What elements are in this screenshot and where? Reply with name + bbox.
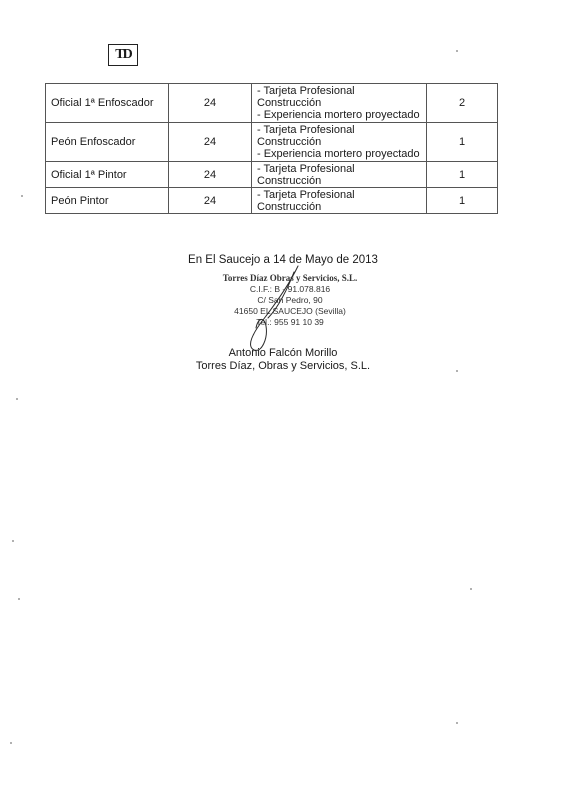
position-cell: Peón Pintor <box>46 188 169 214</box>
scan-speck <box>470 588 472 590</box>
count-cell: 1 <box>427 123 498 162</box>
hours-cell: 24 <box>169 188 252 214</box>
table-row <box>46 188 498 214</box>
table-row <box>46 162 498 188</box>
hours-cell: 24 <box>169 123 252 162</box>
position-cell: Peón Enfoscador <box>46 123 169 162</box>
scan-speck <box>16 398 18 400</box>
requirements-cell <box>252 123 427 162</box>
requirement-line: Construcción <box>257 200 322 213</box>
company-logo: TD <box>108 44 138 66</box>
hours-cell: 24 <box>169 162 252 188</box>
job-requirements-table <box>45 83 498 214</box>
position-cell: Oficial 1ª Pintor <box>46 162 169 188</box>
scan-speck <box>456 370 458 372</box>
requirement-line: Construcción <box>257 97 322 109</box>
signer-block <box>0 347 566 373</box>
count-cell: 2 <box>427 84 498 123</box>
count-cell: 1 <box>427 162 498 188</box>
requirements-cell <box>252 84 427 123</box>
requirements-cell <box>252 188 427 214</box>
stamp-address: C/ San Pedro, 90 <box>257 295 323 305</box>
place-and-date: En El Saucejo a 14 de Mayo de 2013 <box>188 254 378 266</box>
count-cell: 1 <box>427 188 498 214</box>
scan-speck <box>456 50 458 52</box>
stamp-phone: Tel.: 955 91 10 39 <box>256 317 324 327</box>
requirement-line: - Experiencia mortero proyectado <box>257 148 420 160</box>
requirement-line: - Tarjeta Profesional <box>257 162 355 175</box>
handwritten-signature <box>228 258 328 358</box>
scan-speck <box>18 598 20 600</box>
scan-speck <box>456 722 458 724</box>
signer-name: Antonio Falcón Morillo <box>228 347 338 359</box>
requirement-line: - Tarjeta Profesional <box>257 188 355 201</box>
requirement-line: - Tarjeta Profesional <box>257 124 355 136</box>
requirement-line: - Experiencia mortero proyectado <box>257 109 420 121</box>
hours-cell: 24 <box>169 84 252 123</box>
requirement-line: Construcción <box>257 174 322 187</box>
scan-speck <box>12 540 14 542</box>
signer-company: Torres Díaz, Obras y Servicios, S.L. <box>195 360 371 372</box>
stamp-city: 41650 EL SAUCEJO (Sevilla) <box>234 306 346 316</box>
scan-speck <box>10 742 12 744</box>
requirement-line: Construcción <box>257 136 322 148</box>
table-row <box>46 123 498 162</box>
stamp-company: Torres Díaz Obras y Servicios, S.L. <box>222 273 358 283</box>
scan-speck <box>21 195 23 197</box>
requirement-line: - Tarjeta Profesional <box>257 85 355 97</box>
stamp-cif: C.I.F.: B - 91.078.816 <box>249 284 331 294</box>
position-cell: Oficial 1ª Enfoscador <box>46 84 169 123</box>
table-row <box>46 84 498 123</box>
requirements-cell <box>252 162 427 188</box>
